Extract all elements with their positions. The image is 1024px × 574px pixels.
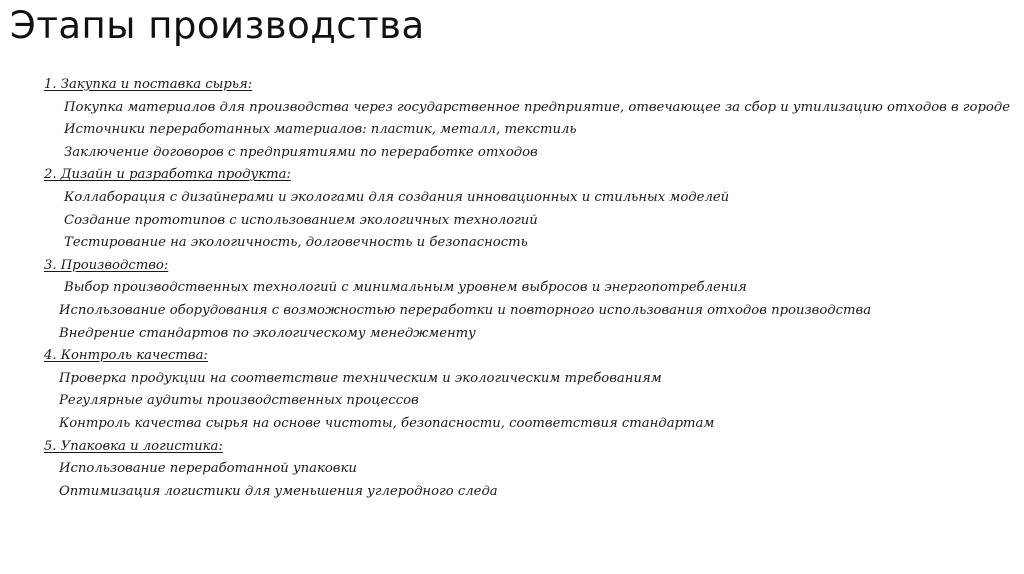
list-item: Регулярные аудиты производственных процессов	[59, 393, 419, 409]
list-item: Заключение договоров с предприятиями по переработке отходов	[64, 144, 538, 160]
list-item: Создание прототипов с использованием экологичных технологий	[64, 212, 538, 228]
section-heading-procurement: 1. Закупка и поставка сырья:	[44, 77, 253, 92]
list-item: Коллаборация с дизайнерами и экологами для создания инновационных и стильных моделей	[64, 189, 730, 205]
section-heading-quality-control: 4. Контроль качества:	[44, 348, 208, 364]
list-item: Выбор производственных технологий с минимальным уровнем выбросов и энергопотребления	[64, 280, 747, 296]
list-item: Оптимизация логистики для уменьшения углеродного следа	[59, 483, 498, 499]
section-heading-production: 3. Производство:	[44, 257, 169, 273]
list-item: Покупка материалов для производства через государственное предприятие, отвечающее за сбор и утилизацию отходов в городе	[64, 99, 1011, 115]
list-item: Внедрение стандартов по экологическому менеджменту	[59, 325, 476, 341]
list-item: Использование переработанной упаковки	[59, 461, 357, 477]
list-item: Проверка продукции на соответствие техническим и экологическим требованиям	[59, 370, 662, 386]
section-heading-packaging-logistics: 5. Упаковка и логистика:	[44, 438, 223, 454]
list-item: Источники переработанных материалов: пластик, металл, текстиль	[64, 122, 577, 138]
list-item: Контроль качества сырья на основе чистоты, безопасности, соответствия стандартам	[59, 415, 715, 431]
list-item: Использование оборудования с возможностью переработки и повторного использования отходов производства	[59, 302, 872, 318]
page-title: Этапы производства	[10, 4, 425, 47]
list-item: Тестирование на экологичность, долговечность и безопасность	[64, 235, 528, 251]
stages-list	[44, 74, 1011, 503]
section-heading-design: 2. Дизайн и разработка продукта:	[44, 167, 291, 183]
